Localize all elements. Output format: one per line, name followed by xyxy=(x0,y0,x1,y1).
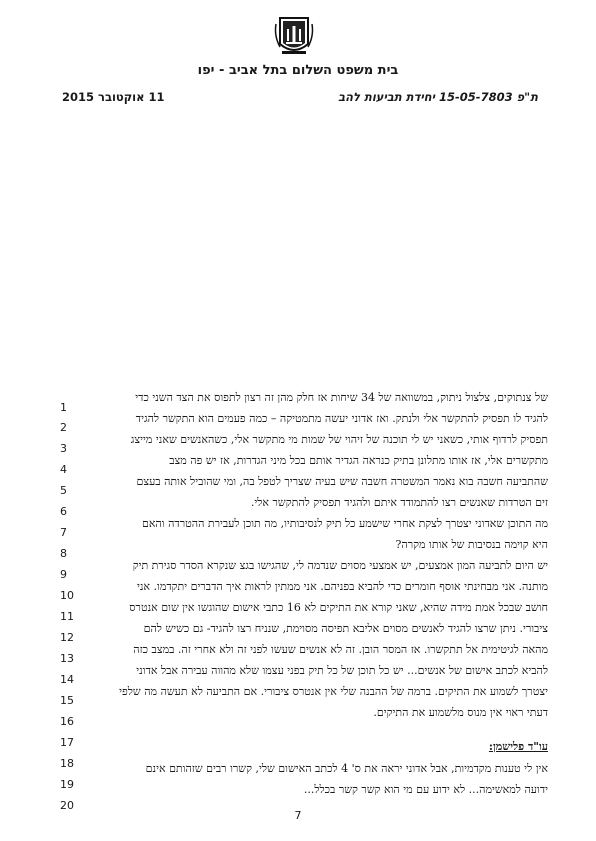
line-number: 1 xyxy=(60,401,67,414)
transcript-line: היא קוימה בנסיבות של אותו מקרה? xyxy=(395,538,548,551)
line-number: 4 xyxy=(60,463,67,476)
line-number: 15 xyxy=(60,694,74,707)
state-emblem-icon xyxy=(270,14,318,58)
transcript-line: דעתי ראוי אין מנוס מלשמוע את התיקים. xyxy=(373,706,548,719)
line-number: 14 xyxy=(60,673,74,686)
transcript-line: להגיד לו תפסיק להתקשר אלי ולנתק. ואז אדוני יעשה מתמטיקה – כמה פעמים הוא התקשר להגיד xyxy=(135,412,548,425)
line-number: 2 xyxy=(60,421,67,434)
line-number: 12 xyxy=(60,631,74,644)
transcript-line: להביא לכתב אישום של אנשים... יש כל תוכן של כל תיק בפני עצמו שלא מהווה עבירה אבל אדוני xyxy=(136,664,548,677)
transcript-line: ציבורי. ניתן שרצו להגיד לאנשים מסוים אליבא תפיסה מסוימת, שנניח רצו להגיד- גם כשיש להם xyxy=(143,622,548,635)
transcript-line: יש היום לתביעה המון אמצעים, יש אמצעי מסוים שנדמה לי, שהגישו בגצ שנקרא הסדר סגירת תיק xyxy=(132,559,548,572)
line-number: 5 xyxy=(60,484,67,497)
line-number: 9 xyxy=(60,568,67,581)
line-number: 17 xyxy=(60,736,74,749)
transcript-line: יצטרך לשמוע את התיקים. ברמה של ההבנה שלי אין אנטרס ציבורי. אם התביעה לא תעשה מה שלפי xyxy=(119,685,548,698)
line-number: 7 xyxy=(60,526,67,539)
line-number: 10 xyxy=(60,589,74,602)
line-number: 3 xyxy=(60,442,67,455)
line-number: 11 xyxy=(60,610,74,623)
transcript-line: מהאה לגיטימית אל תתקשרו. אז המסר הובן. זה לא אנשים שעשו לפני זה ולא אחרי זה. במצב כזה xyxy=(133,643,548,656)
line-number: 6 xyxy=(60,505,67,518)
transcript-line: מה התוכן שאדוני יצטרך לצקת אחרי שישמע כל תיק לנסיבותיו, מה תוכן לעבירת ההטרדה והאם xyxy=(141,517,548,530)
page-number: 7 xyxy=(294,809,302,822)
transcript-line: תפסיק לרדוף אותי, כשאני יש לי תוכנה של זיהוי של שמות מי מתקשר אלי, כשהאנשים שאני מייצג xyxy=(130,433,548,446)
transcript-line: מתקשרים אלי, אז אותו מתלונן בתיק כנראה הגדיר אותם בכל מיני הגדרות, אז יש פה מצב xyxy=(169,454,548,467)
line-number: 16 xyxy=(60,715,74,728)
case-number: ת"פ 15-05-7803 יחידת תביעות להב xyxy=(338,90,538,104)
transcript-line: אין לי טענות מקדמיות, אבל אדוני יראה את ס' 4 לכתב האישום שלי, קשרו רבים שזהותם אינם xyxy=(145,762,548,775)
transcript-line: ידועה למאשימה... לא ידוע עם מי הוא קשר קשר בכלל... xyxy=(303,783,548,796)
line-number: 20 xyxy=(60,799,74,812)
transcript-line: שהתביעה חשבה בוא נאמר המשטרה חשבה שיש בעיה שצריך לטפל בה, ומי שהוביל אותה בעצם xyxy=(136,475,548,488)
hearing-date: 11 אוקטובר 2015 xyxy=(62,90,165,104)
line-number: 19 xyxy=(60,778,74,791)
transcript-line: מותנה. אני מבחינתי אוסף חומרים כדי להביא בפניהם. אני ממתין לראות איך הדברים יתקדמו. אני xyxy=(136,580,548,593)
line-number: 8 xyxy=(60,547,67,560)
line-number: 13 xyxy=(60,652,74,665)
speaker-heading: עו"ד פלישמן: xyxy=(488,740,548,753)
line-number: 18 xyxy=(60,757,74,770)
transcript-line: של צנתוקים, צלצול ניתוק, במשוואה של 34 שיחות אז חלק מהן זה רצון לתפוס את הצד השני כדי xyxy=(135,391,548,404)
transcript-line: זים הטרדות שאנשים רצו להתמודד איתם ולהגיד תפסיק להתקשר אלי. xyxy=(250,496,548,509)
transcript-line: חושב שבכל אמת מידה שהיא, שאני קורא את התיקים לא 16 כתבי אישום שהוגשו אין שום אנטרס xyxy=(129,601,548,614)
court-name: בית משפט השלום בתל אביב - יפו xyxy=(197,63,399,78)
